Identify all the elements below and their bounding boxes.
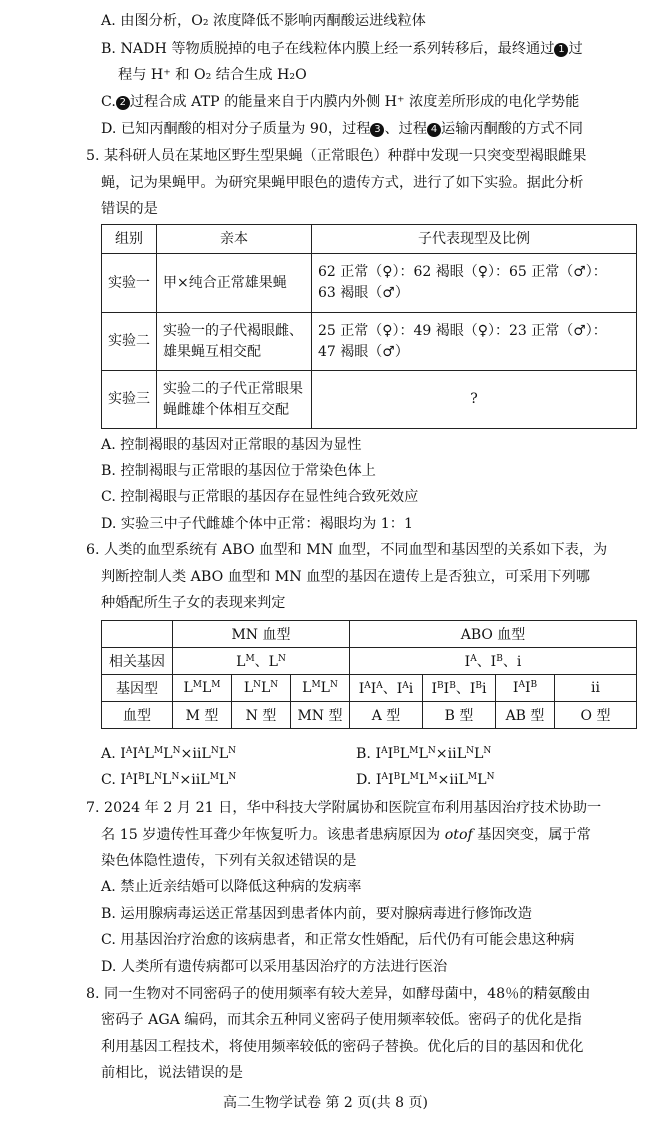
q6-stem-line3: 种婚配所生子女的表现来判定: [101, 595, 286, 611]
experiment-table: [101, 224, 637, 429]
q5-option-d: D. 实验三中子代雌雄个体中正常：褐眼均为 1：1: [101, 516, 414, 532]
q8-stem-line3: 利用基因工程技术，将使用频率较低的密码子替换。优化后的目的基因和优化: [101, 1039, 584, 1055]
q6-option-a: A. $I^AI^AL^ML^N\times iiL^NL^N$: [101, 746, 236, 762]
page-footer: 高二生物学试卷 第 2 页(共 8 页): [223, 1095, 428, 1111]
table-cell: 血型: [102, 702, 173, 729]
table-header: ABO 血型: [350, 621, 637, 648]
q4-option-a: A. 由图分析，O₂ 浓度降低不影响丙酮酸运进线粒体: [101, 13, 426, 29]
q8-stem-line2: 密码子 AGA 编码，而其余五种同义密码子使用频率较低。密码子的优化是指: [101, 1012, 582, 1028]
table-cell: 实验三: [102, 371, 157, 429]
table-cell: $I^AI^B$: [496, 675, 555, 702]
q4-option-c: C. 2 过程合成 ATP 的能量来自于内膜内外侧 H⁺ 浓度差所形成的电化学势能: [101, 94, 580, 110]
q8-stem-line1: 8. 同一生物对不同密码子的使用频率有较大差异，如酵母菌中，48％的精氨酸由: [86, 986, 591, 1002]
circled-number-icon: 4: [427, 123, 441, 137]
table-cell: 实验一: [102, 254, 157, 313]
q5-stem-line1: 5. 某科研人员在某地区野生型果蝇（正常眼色）种群中发现一只突变型褐眼雌果: [86, 148, 587, 164]
q5-stem-line3: 错误的是: [101, 201, 158, 217]
table-cell: 甲×纯合正常雄果蝇: [157, 254, 312, 313]
q7-option-b: B. 运用腺病毒运送正常基因到患者体内前，要对腺病毒进行修饰改造: [101, 906, 532, 922]
q5-option-a: A. 控制褐眼的基因对正常眼的基因为显性: [101, 437, 362, 453]
table-cell: $L^ML^M$: [173, 675, 232, 702]
table-cell: $I^A$、$I^B$、i: [350, 648, 637, 675]
table-cell: 基因型: [102, 675, 173, 702]
table-header: 亲本: [157, 225, 312, 254]
table-cell: 实验一的子代褐眼雌、 雄果蝇互相交配: [157, 313, 312, 371]
table-header: 组别: [102, 225, 157, 254]
table-cell: O 型: [555, 702, 637, 729]
q6-stem-line2: 判断控制人类 ABO 血型和 MN 血型的基因在遗传上是否独立，可采用下列哪: [101, 569, 590, 585]
table-cell: M 型: [173, 702, 232, 729]
q6-option-b: B. $I^AI^BL^ML^N\times iiL^NL^N$: [356, 746, 492, 762]
table-cell: B 型: [423, 702, 496, 729]
table-cell: 实验二: [102, 313, 157, 371]
blood-type-table: [101, 620, 637, 729]
table-cell: 实验二的子代正常眼果 蝇雌雄个体相互交配: [157, 371, 312, 429]
q8-stem-line4: 前相比，说法错误的是: [101, 1065, 243, 1081]
table-cell: N 型: [232, 702, 291, 729]
circled-number-icon: 1: [554, 43, 568, 57]
q4-option-b-cont: 程与 H⁺ 和 O₂ 结合生成 H₂O: [118, 67, 307, 83]
q5-option-c: C. 控制褐眼与正常眼的基因存在显性纯合致死效应: [101, 489, 419, 505]
q5-stem-line2: 蝇，记为果蝇甲。为研究果蝇甲眼色的遗传方式，进行了如下实验。据此分析: [101, 175, 584, 191]
q6-option-d: D. $I^AI^BL^ML^M\times iiL^ML^N$: [356, 772, 495, 788]
circled-number-icon: 2: [116, 96, 130, 110]
table-cell: 25 正常（♀）：49 褐眼（♀）：23 正常（♂）： 47 褐眼（♂）: [312, 313, 637, 371]
table-cell: AB 型: [496, 702, 555, 729]
table-cell: $L^NL^N$: [232, 675, 291, 702]
q6-stem-line1: 6. 人类的血型系统有 ABO 血型和 MN 血型，不同血型和基因型的关系如下表，为: [86, 542, 608, 558]
q7-stem-line3: 染色体隐性遗传，下列有关叙述错误的是: [101, 853, 357, 869]
table-cell: $I^AI^A$、$I^Ai$: [350, 675, 423, 702]
table-header: 子代表现型及比例: [312, 225, 637, 254]
q7-option-a: A. 禁止近亲结婚可以降低这种病的发病率: [101, 879, 362, 895]
q7-stem-line1: 7. 2024 年 2 月 21 日，华中科技大学附属协和医院宣布利用基因治疗技术协助一: [86, 800, 602, 816]
table-header: MN 血型: [173, 621, 350, 648]
table-cell: ?: [312, 371, 637, 429]
q7-option-c: C. 用基因治疗治愈的该病患者，和正常女性婚配，后代仍有可能会患这种病: [101, 932, 575, 948]
table-cell: ii: [555, 675, 637, 702]
q5-option-b: B. 控制褐眼与正常眼的基因位于常染色体上: [101, 463, 376, 479]
table-cell: $I^BI^B$、$I^Bi$: [423, 675, 496, 702]
q7-stem-line2: 名 15 岁遗传性耳聋少年恢复听力。该患者患病原因为 otof 基因突变，属于常: [101, 827, 591, 843]
table-cell: A 型: [350, 702, 423, 729]
table-cell: $L^M$、$L^N$: [173, 648, 350, 675]
table-cell: MN 型: [291, 702, 350, 729]
q7-option-d: D. 人类所有遗传病都可以采用基因治疗的方法进行医治: [101, 959, 448, 975]
table-cell: 62 正常（♀）：62 褐眼（♀）：65 正常（♂）： 63 褐眼（♂）: [312, 254, 637, 313]
table-cell: $L^ML^N$: [291, 675, 350, 702]
q4-option-d: D. 已知丙酮酸的相对分子质量为 90，过程 3 、过程 4 运输丙酮酸的方式不同: [101, 121, 583, 137]
table-cell: 相关基因: [102, 648, 173, 675]
q6-option-c: C. $I^AI^BL^NL^N\times iiL^ML^N$: [101, 772, 237, 788]
q4-option-b: B. NADH 等物质脱掉的电子在线粒体内膜上经一系列转移后，最终通过 1 过: [101, 41, 583, 57]
circled-number-icon: 3: [370, 123, 384, 137]
